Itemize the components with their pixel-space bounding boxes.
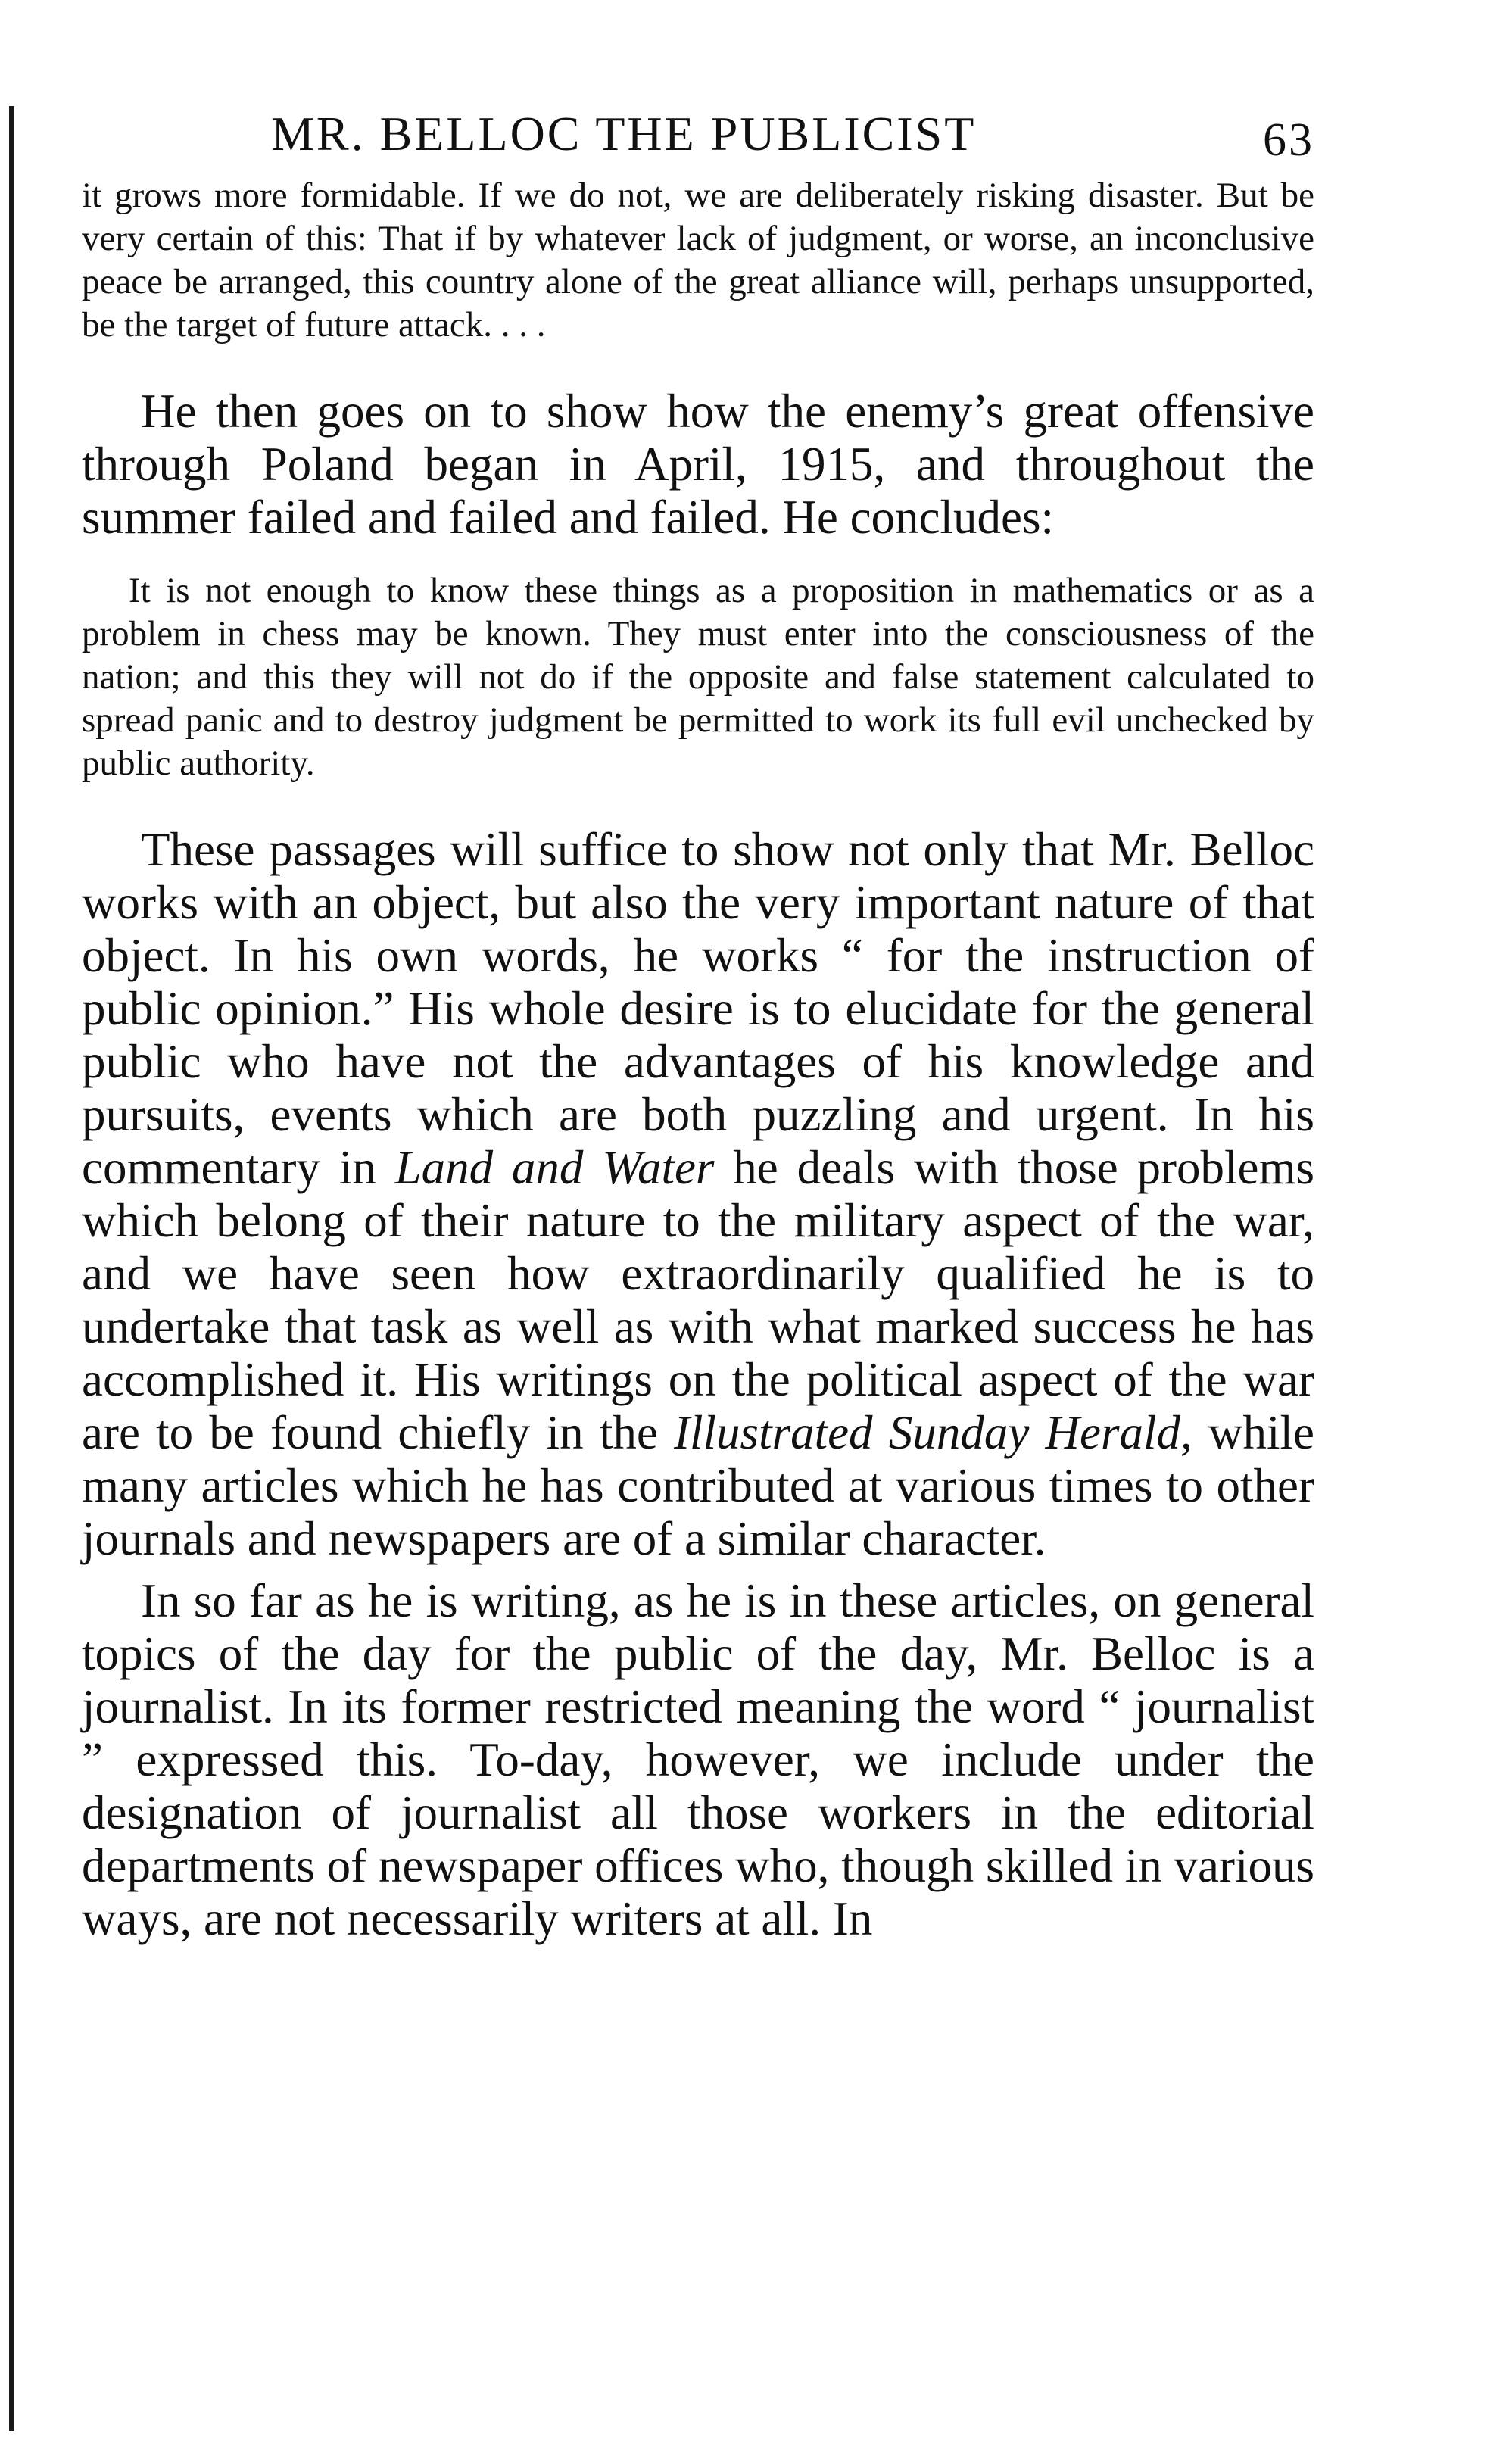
periodical-title-land-and-water: Land and Water [394, 1141, 715, 1194]
paragraph-text: he deals with those problems which belong of their nature to the military aspect of the war, and we have seen how extraordinarily qualified he is to undertake that task as well as with what marked success he has accomplished it. His writings on the political aspect of the war are to be found chiefly in the [82, 1141, 1314, 1459]
running-title: MR. BELLOC THE PUBLICIST [271, 107, 977, 161]
paragraph-publicist [82, 823, 1314, 1565]
block-quote-continued: it grows more formidable. If we do not, we are deliberately risking disaster. But be very certain of this: That if by whatever lack of judgment, or worse, an inconclusive peace be arranged, this country alone of the great alliance will, perhaps unsupported, be the target of future attack. . . . [82, 176, 1314, 345]
running-head [82, 98, 1314, 174]
paragraph-text: while many articles which he has contributed at various times to other journals and newspapers are of a similar character. [82, 1406, 1315, 1565]
periodical-title-illustrated-sunday-herald: Illustrated Sunday Herald, [674, 1406, 1192, 1459]
book-page [82, 98, 1314, 1945]
paragraph-offensive: He then goes on to show how the enemy’s great offensive through Poland began in April, 1915, and throughout the summer failed and failed and failed. He concludes: [82, 385, 1314, 544]
block-quote-conclusion: It is not enough to know these things as a proposition in mathematics or as a problem in chess may be known. They must enter into the consciousness of the nation; and this they will not do if the opposite and false statement calculated to spread panic and to destroy judgment be permitted to work its full evil unchecked by public authority. [82, 571, 1314, 783]
paragraph-journalist: In so far as he is writing, as he is in these articles, on general topics of the day for the public of the day, Mr. Belloc is a journalist. In its former restricted meaning the word “ journalist ” expressed this. To-day, however, we include under the designation of journalist all those workers in the editorial departments of newspaper offices who, though skilled in various ways, are not necessarily writers at all. In [82, 1574, 1314, 1945]
binding-edge-line [9, 106, 14, 2431]
paragraph-text: These passages will suffice to show not only that Mr. Belloc works with an object, but also the very important nature of that object. In his own words, he works “ for the instruction of public opinion.” His whole desire is to elucidate for the general public who have not the advantages of his knowledge and pursuits, events which are both puzzling and urgent. In his commentary in [82, 823, 1314, 1194]
page-number: 63 [1263, 114, 1314, 166]
